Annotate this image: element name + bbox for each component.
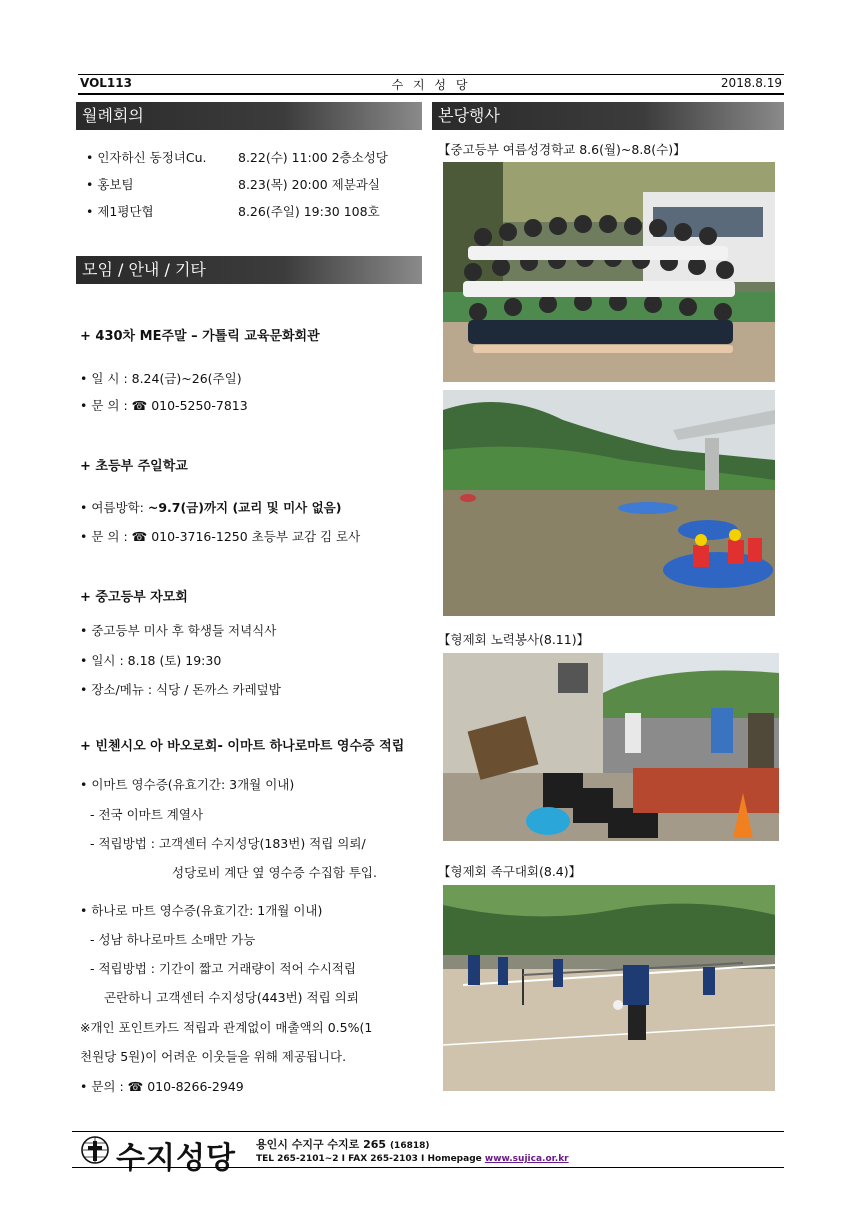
elementary-contact: • 문 의 : ☎ 010-3716-1250 초등부 교감 김 로사 xyxy=(80,529,361,544)
phone-icon: ☎ xyxy=(131,398,148,413)
page-header xyxy=(80,76,782,92)
footer-address: 용인시 수지구 수지로 265 (16818) xyxy=(256,1138,430,1151)
events-header: 본당행사 xyxy=(432,102,784,130)
parents-line-3: • 장소/메뉴 : 식당 / 돈까스 카레덮밥 xyxy=(80,682,281,697)
vincent-contact: • 문의 : ☎ 010-8266-2949 xyxy=(80,1079,244,1094)
phone-icon: ☎ xyxy=(131,529,148,544)
monthly-item-2-name: • 홍보팀 xyxy=(86,177,134,192)
me-weekend-dates: • 일 시 : 8.24(금)~26(주일) xyxy=(80,371,242,386)
issue-date: 2018.8.19 xyxy=(720,76,782,90)
hanaro-line-6: 천원당 5원)이 어려운 이웃들을 위해 제공됩니다. xyxy=(80,1049,347,1064)
photo-volunteer-work xyxy=(443,653,779,841)
notices-header: 모임 / 안내 / 기타 xyxy=(76,256,422,284)
header-bottom-rule xyxy=(78,93,784,95)
photo-summer-bible-school xyxy=(443,162,775,382)
footer-contact: TEL 265-2101~2 I FAX 265-2103 I Homepage www.sujica.or.kr xyxy=(256,1154,569,1164)
footer-logo-text: 수지성당 xyxy=(116,1141,236,1176)
hanaro-line-1: • 하나로 마트 영수증(유효기간: 1개월 이내) xyxy=(80,903,323,918)
me-weekend-contact: • 문 의 : ☎ 010-5250-7813 xyxy=(80,398,248,413)
monthly-item-3-when: 8.26(주일) 19:30 108호 xyxy=(238,204,380,219)
hanaro-line-5: ※개인 포인트카드 적립과 관계없이 매출액의 0.5%(1 xyxy=(80,1020,373,1035)
parents-line-2: • 일시 : 8.18 (토) 19:30 xyxy=(80,653,222,668)
parents-line-1: • 중고등부 미사 후 학생들 저녁식사 xyxy=(80,623,277,638)
hanaro-line-2: - 성남 하나로마트 소매만 가능 xyxy=(90,932,256,947)
volume-number: VOL113 xyxy=(80,76,132,90)
vincent-heading: + 빈첸시오 아 바오로회- 이마트 하나로마트 영수증 적립 xyxy=(80,739,405,754)
homepage-link[interactable]: www.sujica.or.kr xyxy=(484,1154,569,1164)
header-top-rule xyxy=(78,74,784,75)
photo-rafting xyxy=(443,390,775,616)
photo-football-tennis xyxy=(443,885,775,1091)
monthly-item-3-name: • 제1평단협 xyxy=(86,204,154,219)
elementary-heading: + 초등부 주일학교 xyxy=(80,459,188,474)
footer-bottom-rule xyxy=(72,1167,784,1168)
parish-name-header: 수 지 성 당 xyxy=(391,78,471,92)
emart-line-2: - 전국 이마트 계열사 xyxy=(90,807,204,822)
hanaro-line-3: - 적립방법 : 기간이 짧고 거래량이 적어 수시적립 xyxy=(90,961,356,976)
hanaro-line-4: 곤란하니 고객센터 수지성당(443번) 적립 의뢰 xyxy=(104,990,359,1005)
monthly-item-1-when: 8.22(수) 11:00 2층소성당 xyxy=(238,150,388,165)
parents-heading: + 중고등부 자모회 xyxy=(80,590,188,605)
monthly-item-2-when: 8.23(목) 20:00 제분과실 xyxy=(238,177,380,192)
cross-icon xyxy=(80,1135,110,1165)
phone-icon: ☎ xyxy=(127,1079,144,1094)
elementary-vacation: • 여름방학: ~9.7(금)까지 (교리 및 미사 없음) xyxy=(80,500,342,515)
me-weekend-heading: + 430차 ME주말 – 가톨릭 교육문화회관 xyxy=(80,329,320,344)
emart-line-3: - 적립방법 : 고객센터 수지성당(183번) 적립 의뢰/ xyxy=(90,836,366,851)
monthly-item-1-name: • 인자하신 동정녀Cu. xyxy=(86,150,207,165)
emart-line-1: • 이마트 영수증(유효기간: 3개월 이내) xyxy=(80,777,295,792)
event-caption-3: 【형제회 족구대회(8.4)】 xyxy=(438,864,582,879)
event-caption-1: 【중고등부 여름성경학교 8.6(월)~8.8(수)】 xyxy=(438,142,686,157)
monthly-meeting-header: 월례회의 xyxy=(76,102,422,130)
event-caption-2: 【형제회 노력봉사(8.11)】 xyxy=(438,632,590,647)
footer-top-rule xyxy=(72,1131,784,1132)
emart-line-4: 성당로비 계단 옆 영수증 수집함 투입. xyxy=(172,865,377,880)
